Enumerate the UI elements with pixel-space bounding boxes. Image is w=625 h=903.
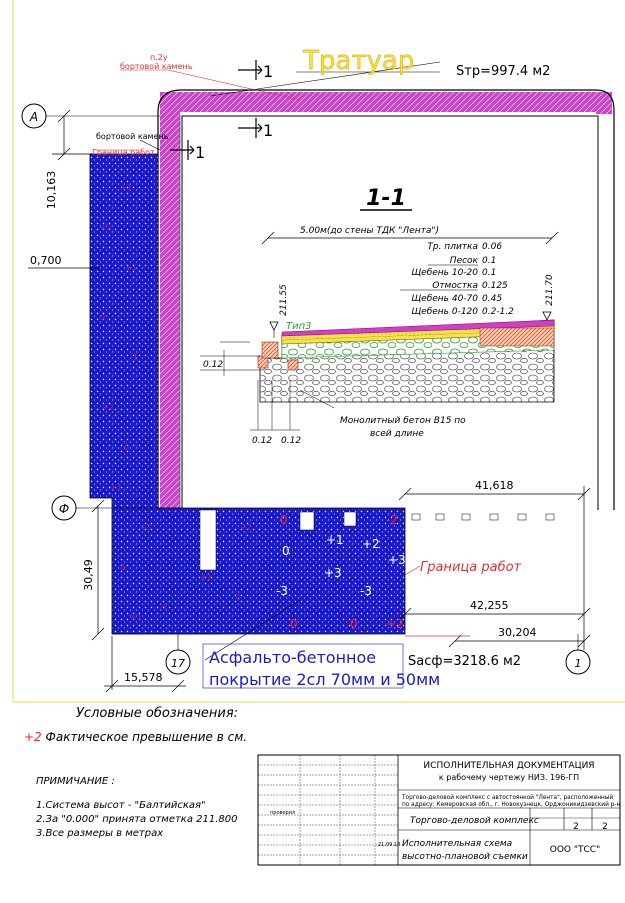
elevation-value: +1 (326, 533, 344, 547)
svg-text:+1: +1 (120, 183, 132, 192)
elevation-value: +2 (386, 617, 404, 631)
elevation-value: 0 (280, 513, 288, 527)
section-dim-012b: 0.12 (252, 436, 273, 446)
layer-value: 0.125 (482, 281, 508, 291)
stamp-object-line1: Торгово-деловой комплекс с автостоянкой "Лента", расположенный (402, 795, 614, 801)
building-wall-outline (182, 116, 598, 510)
dimension-30490: 30,49 (82, 559, 95, 591)
svg-text:+2: +2 (102, 403, 114, 412)
layer-name: Щебень 0-120 (411, 307, 478, 317)
axis-marker-17 (166, 634, 190, 674)
stamp-sheets: 2 (602, 822, 608, 832)
asphalt-label-line2: покрытие 2сл 70мм и 50мм (209, 670, 441, 689)
elevation-value: -3 (360, 584, 372, 598)
curb-label: бортовой камень (96, 132, 169, 141)
asphalt-label-line1: Асфальто-бетонное (209, 648, 377, 667)
stamp-date: 21.09.18 (378, 842, 401, 848)
elevation-value: -2 (386, 513, 398, 527)
svg-text:211.70: 211.70 (545, 274, 555, 306)
section-mark-1a: 1 (263, 62, 274, 81)
notes-title: ПРИМИЧАНИЕ : (36, 776, 115, 787)
concrete-note-line2: всей длине (370, 429, 424, 439)
layer-name: Песок (449, 256, 478, 266)
sidewalk-title: Тратуар (303, 46, 415, 76)
dimension-15578: 15,578 (124, 671, 163, 684)
svg-text:-1: -1 (130, 353, 138, 362)
section-dim-012a: 0.12 (203, 360, 224, 370)
svg-text:1: 1 (574, 657, 582, 670)
type-label: Тип3 (286, 321, 312, 332)
layer-name: Щебень 40-70 (411, 294, 478, 304)
section-width-note: 5.00м(до стены ТДК "Лента") (300, 226, 440, 236)
work-boundary-label: Граница работ (420, 560, 522, 575)
layer-list (411, 242, 514, 317)
layer-value: 0.1 (482, 268, 497, 278)
stamp-complex: Торгово-деловой комплекс (410, 816, 539, 826)
elevation-value: +2 (362, 537, 380, 551)
svg-text:Ф: Ф (58, 502, 70, 516)
layer-value: 0.06 (482, 242, 503, 252)
legend-sample-text: Фактическое превышение в см. (45, 730, 248, 744)
elevation-value: +3 (324, 566, 342, 580)
elevation-value: 0 (290, 617, 298, 631)
svg-text:17: 17 (171, 657, 185, 670)
svg-text:-1: -1 (160, 603, 168, 612)
stamp-sheet: 2 (573, 822, 579, 832)
svg-text:0: 0 (100, 313, 106, 322)
layer-value: 0.1 (482, 256, 497, 266)
layer-name: Отмостка (432, 281, 478, 291)
section-dim-012c: 0.12 (281, 436, 302, 446)
note-item: 3.Все размеры в метрах (36, 828, 164, 839)
elevation-value: 0 (350, 617, 358, 631)
stamp-scheme-line2: высотно-плановой съемки (402, 852, 528, 862)
dimension-30204: 30,204 (498, 626, 537, 639)
legend-row (24, 730, 247, 744)
svg-text:211.55: 211.55 (279, 284, 289, 316)
svg-text:+2: +2 (240, 523, 252, 532)
svg-text:+1: +1 (130, 613, 142, 622)
elevation-value: 0 (282, 544, 290, 558)
stamp-doc-ref: к рабочему чертежу НИЗ. 196-ГП (438, 773, 580, 782)
layer-name: Тр. плитка (427, 242, 478, 252)
svg-text:0: 0 (120, 563, 126, 572)
section-layers (258, 320, 554, 402)
legend-title: Условные обозначения: (76, 706, 239, 721)
stamp-company: ООО "ТСС" (549, 845, 601, 855)
svg-text:0: 0 (236, 593, 242, 602)
stamp-scheme-line1: Исполнительная схема (402, 839, 513, 849)
legend-sample-value: +2 (24, 730, 42, 744)
layer-value: 0.2-1.2 (482, 307, 514, 317)
layer-name: Щебень 10-20 (411, 268, 478, 278)
stamp-object-line2: по адресу: Кемеровская обл., г. Новокузнецк, Орджоникидзевский р-н (402, 802, 621, 808)
curb-code-label: п.2у (150, 53, 168, 62)
elevation-value: -3 (276, 584, 288, 598)
layer-value: 0.45 (482, 294, 503, 304)
axis-marker-f (52, 496, 76, 520)
sidewalk-area-label: Sтр=997.4 м2 (456, 64, 551, 79)
svg-text:+1: +1 (200, 573, 212, 582)
note-item: 1.Система высот - "Балтийская" (36, 800, 206, 811)
dimension-10163: 10,163 (45, 170, 58, 210)
asphalt-area-label: Sасф=3218.6 м2 (408, 654, 522, 669)
svg-text:+1: +1 (110, 483, 122, 492)
section-elevation-right (543, 274, 555, 324)
work-boundary-small: Граница работ (92, 148, 155, 157)
dimension-0700: 0,700 (30, 254, 62, 267)
axis-marker-a (22, 104, 46, 128)
curb-type-label: бортовой камень (120, 62, 193, 71)
note-item: 2.За "0.000" принята отметка 211.800 (36, 814, 238, 825)
svg-text:+2: +2 (140, 523, 152, 532)
elevation-value: +3 (388, 553, 406, 567)
dimension-42255: 42,255 (470, 599, 509, 612)
stamp-checked: проверил (270, 810, 296, 816)
svg-text:+1: +1 (125, 263, 137, 272)
stamp-doc-title: ИСПОЛНИТЕЛЬНАЯ ДОКУМЕНТАЦИЯ (423, 761, 595, 771)
axis-marker-1 (566, 634, 590, 674)
svg-text:+2: +2 (100, 223, 112, 232)
concrete-note-line1: Монолитный бетон В15 по (340, 416, 466, 426)
svg-text:А: А (29, 110, 39, 124)
svg-text:0: 0 (124, 443, 130, 452)
section-mark-1c: 1 (195, 143, 206, 162)
section-mark-1b: 1 (263, 121, 274, 140)
section-title: 1-1 (366, 186, 406, 211)
dimension-41618: 41,618 (475, 479, 514, 492)
